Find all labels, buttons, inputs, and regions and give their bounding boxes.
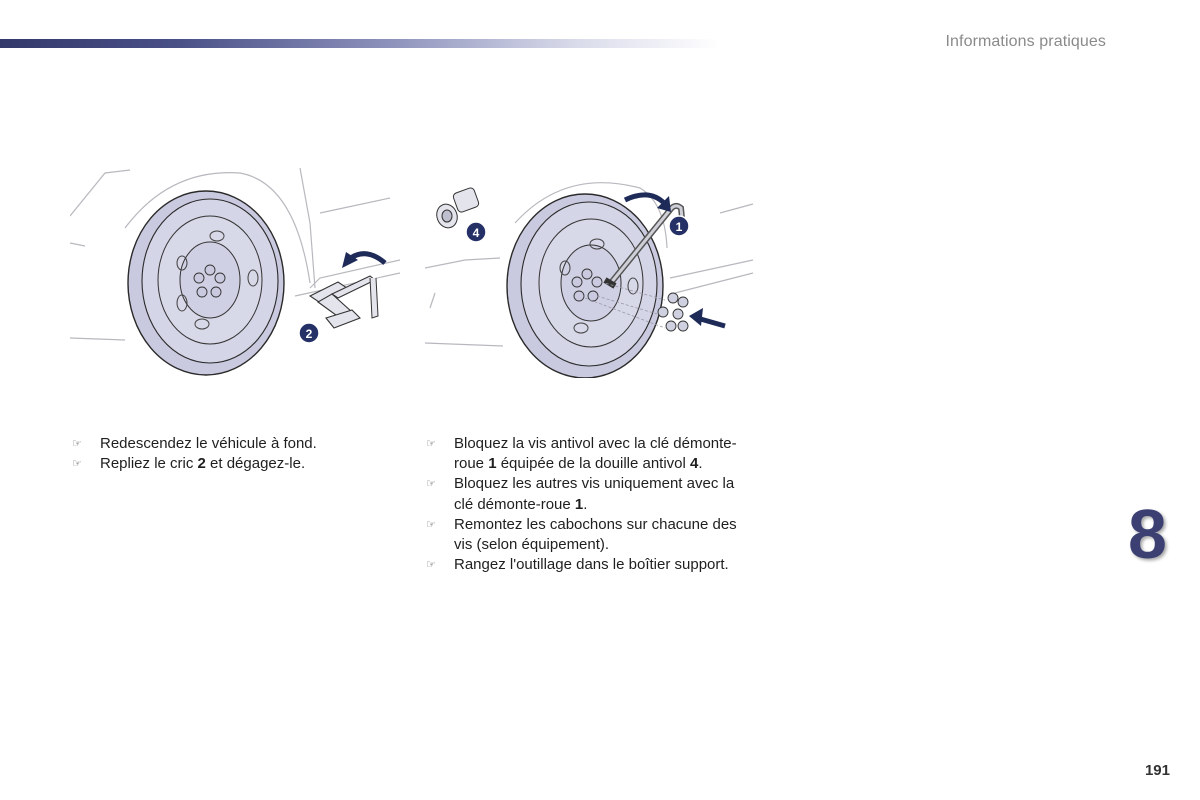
instruction-step: ☞ Rangez l'outillage dans le boîtier support. xyxy=(426,555,756,575)
wheel-bolt-tightening-illustration xyxy=(425,168,755,378)
instruction-step: ☞ Remontez les cabochons sur chacune des vis (selon équipement). xyxy=(426,515,737,554)
callout-2: 2 xyxy=(305,327,313,341)
right-instructions xyxy=(426,434,756,575)
callout-4: 4 xyxy=(472,226,480,240)
finger-pointer-icon: ☞ xyxy=(426,437,436,450)
section-title: Informations pratiques xyxy=(945,33,1106,50)
jack-lowering-illustration xyxy=(70,168,400,378)
callout-1: 1 xyxy=(675,220,683,234)
chapter-number: 8 xyxy=(1128,495,1167,573)
finger-pointer-icon: ☞ xyxy=(72,457,82,471)
instruction-step: ☞ Repliez le cric 2 et dégagez-le. xyxy=(72,454,372,474)
page-number: 191 xyxy=(1144,762,1170,779)
instruction-step: ☞ Bloquez la vis antivol avec la clé démonte-roue 1 équipée de la douille antivol 4. xyxy=(426,435,737,473)
finger-pointer-icon: ☞ xyxy=(72,437,82,450)
instruction-step: ☞ Bloquez les autres vis uniquement avec la clé démonte-roue 1. xyxy=(426,475,735,513)
instruction-step: ☞ Redescendez le véhicule à fond. xyxy=(72,434,372,454)
finger-pointer-icon: ☞ xyxy=(426,558,436,572)
header-accent-bar xyxy=(0,39,720,48)
finger-pointer-icon: ☞ xyxy=(426,517,436,531)
finger-pointer-icon: ☞ xyxy=(426,477,436,491)
left-instructions xyxy=(72,434,372,474)
